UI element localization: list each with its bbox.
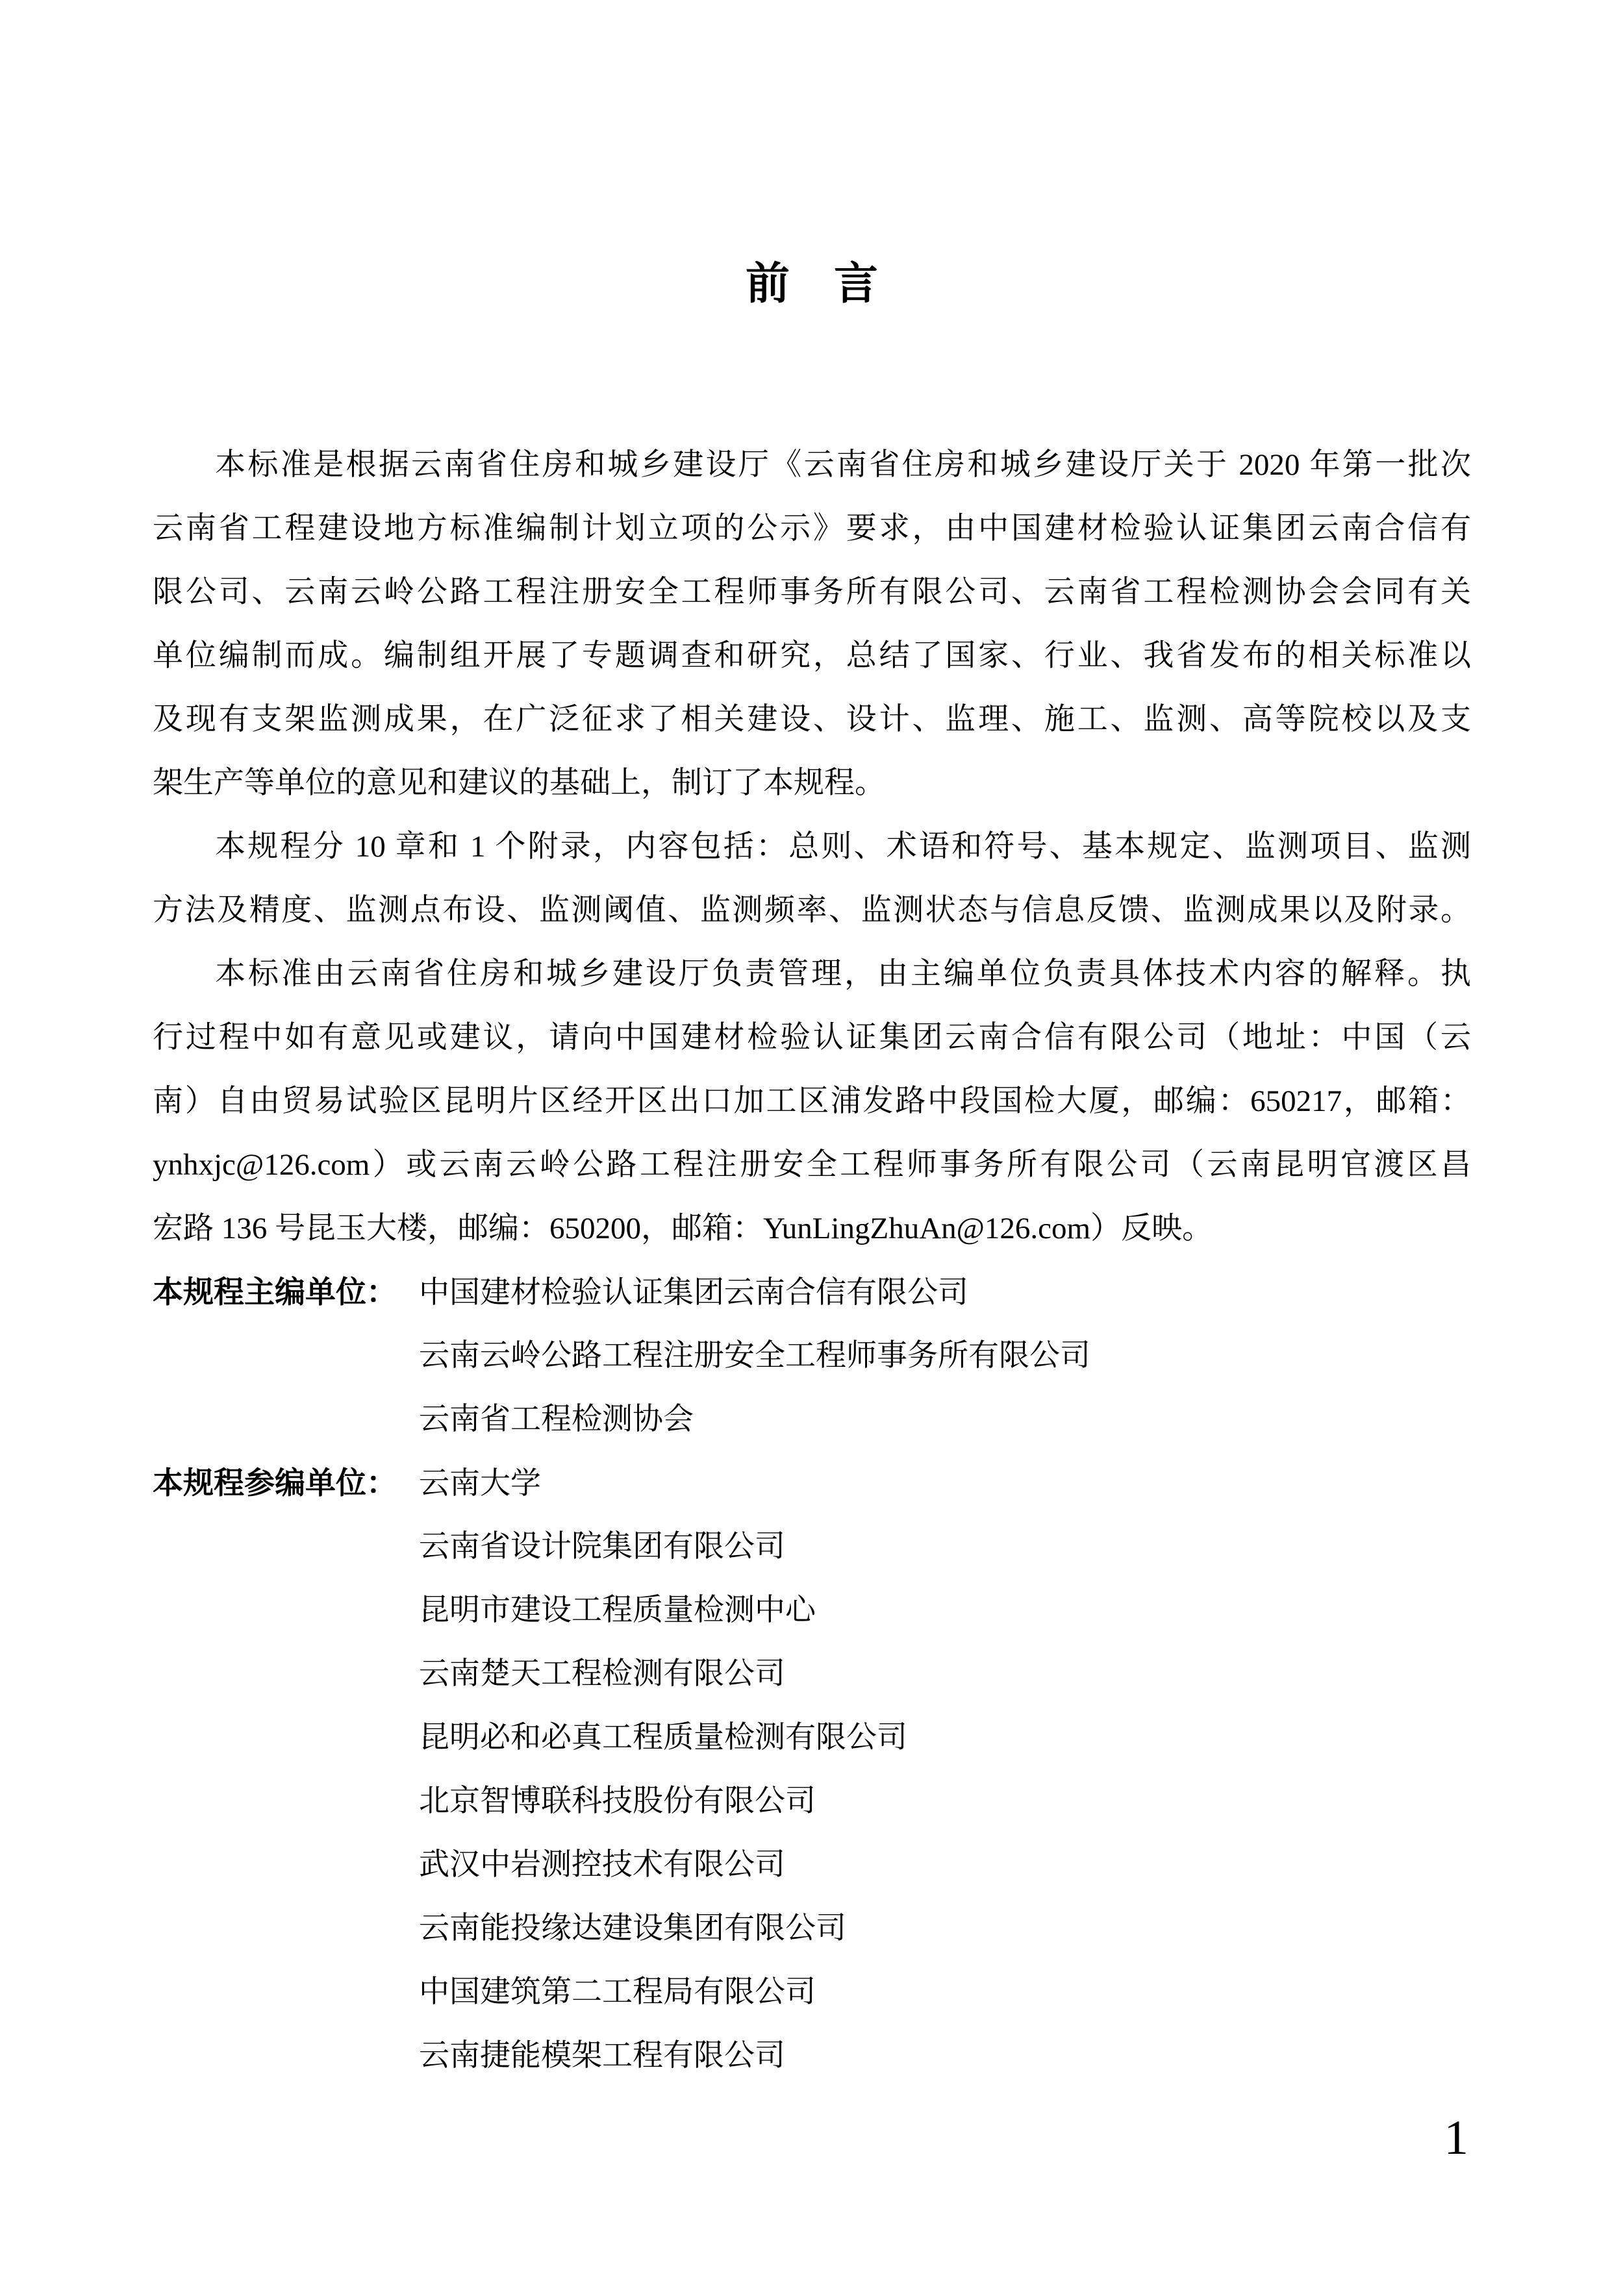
preface-body	[153, 433, 1471, 2088]
unit-name-line: 云南云岭公路工程注册安全工程师事务所有限公司	[419, 1339, 1090, 1373]
unit-name-line: 云南省设计院集团有限公司	[419, 1530, 785, 1564]
preface-text-line: ynhxjc@126.com）或云南云岭公路工程注册安全工程师事务所有限公司（云南昆明官渡区昌	[153, 1148, 1471, 1182]
unit-name-line: 武汉中岩测控技术有限公司	[419, 1848, 785, 1882]
unit-label-line	[153, 1451, 1471, 1515]
unit-name-line: 云南楚天工程检测有限公司	[419, 1657, 785, 1691]
unit-name-line: 云南能投缘达建设集团有限公司	[419, 1912, 846, 1945]
page-title: 前 言	[745, 259, 878, 308]
preface-text-line: 宏路 136 号昆玉大楼，邮编：650200，邮箱：YunLingZhuAn@126.com）反映。	[153, 1212, 1213, 1245]
unit-name-line: 中国建筑第二工程局有限公司	[419, 1975, 816, 2009]
preface-text-line: 本标准由云南省住房和城乡建设厅负责管理，由主编单位负责具体技术内容的解释。执	[215, 957, 1471, 991]
preface-text-line: 限公司、云南云岭公路工程注册安全工程师事务所有限公司、云南省工程检测协会会同有关	[153, 575, 1471, 609]
unit-name-line: 昆明必和必真工程质量检测有限公司	[419, 1721, 907, 1754]
page-number: 1	[1444, 2111, 1468, 2165]
unit-label-line	[153, 1260, 1471, 1324]
preface-text-line: 本规程分 10 章和 1 个附录，内容包括：总则、术语和符号、基本规定、监测项目、监测	[215, 830, 1471, 864]
unit-name-line: 北京智博联科技股份有限公司	[419, 1784, 816, 1818]
preface-text-line: 行过程中如有意见或建议，请向中国建材检验认证集团云南合信有限公司（地址：中国（云	[153, 1021, 1471, 1054]
participating-units-label: 本规程参编单位：	[153, 1466, 397, 1500]
unit-name: 中国建材检验认证集团云南合信有限公司	[419, 1276, 968, 1310]
unit-name-line: 云南捷能模架工程有限公司	[419, 2039, 785, 2073]
preface-text-line: 架生产等单位的意见和建议的基础上，制订了本规程。	[153, 766, 885, 800]
preface-text-line: 及现有支架监测成果，在广泛征求了相关建设、设计、监理、施工、监测、高等院校以及支	[153, 703, 1471, 736]
unit-name-line: 云南省工程检测协会	[419, 1403, 694, 1436]
preface-text-line: 方法及精度、监测点布设、监测阈值、监测频率、监测状态与信息反馈、监测成果以及附录。	[153, 893, 1471, 927]
preface-text-line: 云南省工程建设地方标准编制计划立项的公示》要求，由中国建材检验认证集团云南合信有	[153, 512, 1471, 545]
unit-name: 云南大学	[419, 1467, 541, 1501]
chief-editor-units-label: 本规程主编单位：	[153, 1275, 397, 1309]
preface-text-line: 单位编制而成。编制组开展了专题调查和研究，总结了国家、行业、我省发布的相关标准以	[153, 639, 1471, 673]
preface-text-line: 南）自由贸易试验区昆明片区经开区出口加工区浦发路中段国检大厦，邮编：650217，邮箱：	[153, 1084, 1471, 1118]
unit-name-line: 昆明市建设工程质量检测中心	[419, 1593, 816, 1627]
preface-text-line: 本标准是根据云南省住房和城乡建设厅《云南省住房和城乡建设厅关于 2020 年第一批次	[215, 448, 1471, 482]
